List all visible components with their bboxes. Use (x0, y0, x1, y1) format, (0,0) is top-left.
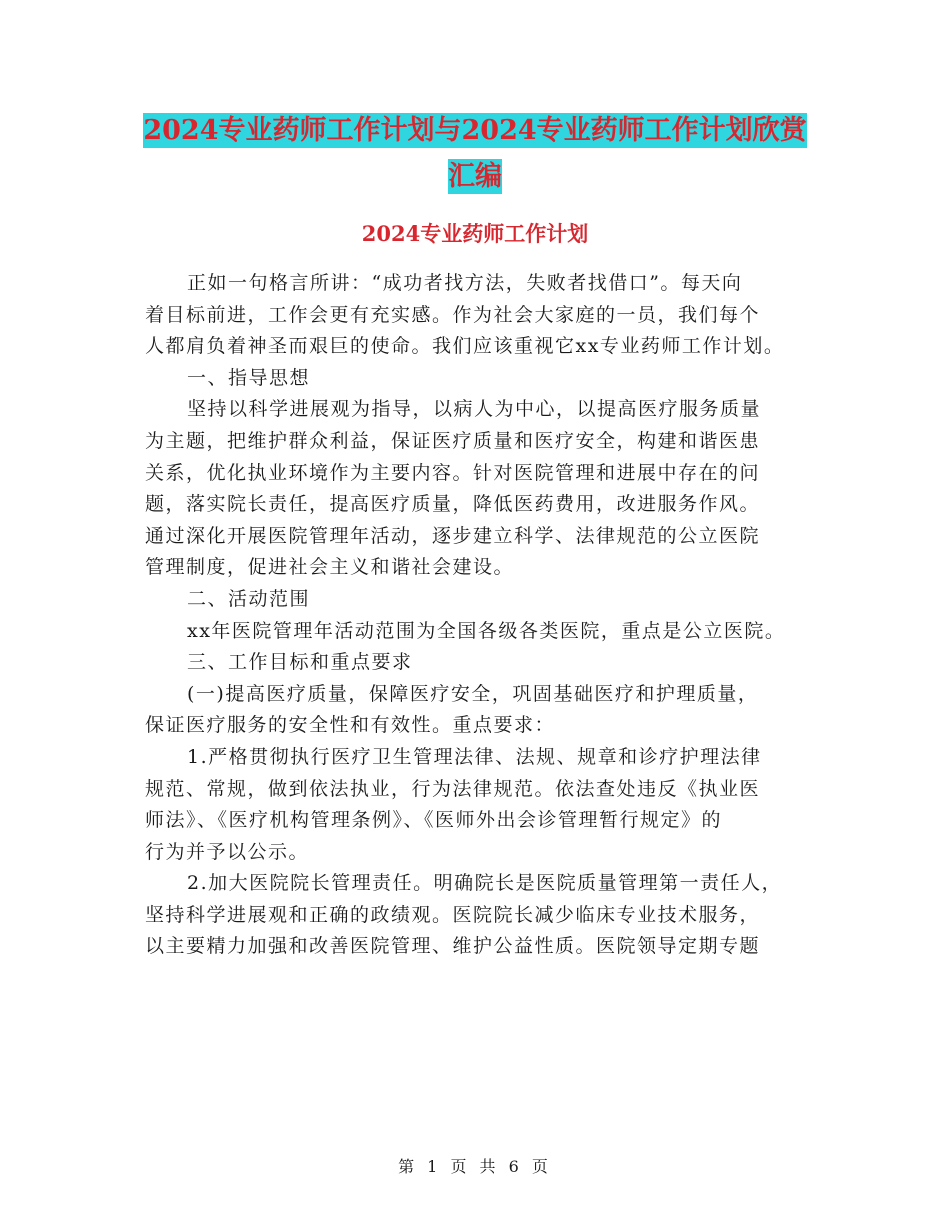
heading-activity-scope: 二、活动范围 (187, 587, 311, 610)
body-line: 以主要精力加强和改善医院管理、维护公益性质。医院领导定期专题 (145, 935, 761, 958)
section-title: 2024专业药师工作计划 (361, 221, 589, 246)
body-line: 行为并予以公示。 (145, 840, 310, 863)
body-line: xx年医院管理年活动范围为全国各级各类医院，重点是公立医院。 (187, 619, 786, 642)
body-line: 坚持科学进展观和正确的政绩观。医院院长减少临床专业技术服务， (145, 903, 761, 926)
body-line: 管理制度，促进社会主义和谐社会建设。 (145, 556, 515, 579)
body-line: 关系，优化执业环境作为主要内容。针对医院管理和进展中存在的问 (145, 461, 761, 484)
body-line: 规范、常规，做到依法执业，行为法律规范。依法查处违反《执业医 (145, 777, 761, 800)
heading-work-goals: 三、工作目标和重点要求 (187, 651, 413, 674)
document-body (145, 268, 815, 963)
heading-guiding-ideology: 一、指导思想 (187, 366, 311, 389)
body-line: 着目标前进，工作会更有充实感。作为社会大家庭的一员，我们每个 (145, 303, 761, 326)
body-line: 为主题，把维护群众利益，保证医疗质量和医疗安全，构建和谐医患 (145, 429, 761, 452)
body-line: 人都肩负着神圣而艰巨的使命。我们应该重视它xx专业药师工作计划。 (145, 335, 785, 358)
body-line: 正如一句格言所讲：“成功者找方法，失败者找借口”。每天向 (187, 272, 743, 294)
body-line: 保证医疗服务的安全性和有效性。重点要求： (145, 714, 556, 737)
body-line: 师法》、《医疗机构管理条例》、《医师外出会诊管理暂行规定》的 (145, 809, 723, 832)
document-title-line-1: 2024专业药师工作计划与2024专业药师工作计划欣赏 (143, 115, 807, 146)
body-line: 通过深化开展医院管理年活动，逐步建立科学、法律规范的公立医院 (145, 524, 761, 547)
document-title-line-2: 汇编 (448, 161, 502, 192)
body-line: 题，落实院长责任，提高医疗质量，降低医药费用，改进服务作风。 (145, 493, 761, 516)
body-line: (一)提高医疗质量，保障医疗安全，巩固基础医疗和护理质量， (187, 682, 759, 705)
body-line: 坚持以科学进展观为指导，以病人为中心，以提高医疗服务质量 (187, 398, 762, 421)
page-footer: 第 1 页 共 6 页 (398, 1157, 552, 1176)
body-line: 1.严格贯彻执行医疗卫生管理法律、法规、规章和诊疗护理法律 (187, 745, 762, 768)
body-line: 2.加大医院院长管理责任。明确院长是医院质量管理第一责任人， (187, 872, 783, 895)
document-title (0, 108, 950, 200)
